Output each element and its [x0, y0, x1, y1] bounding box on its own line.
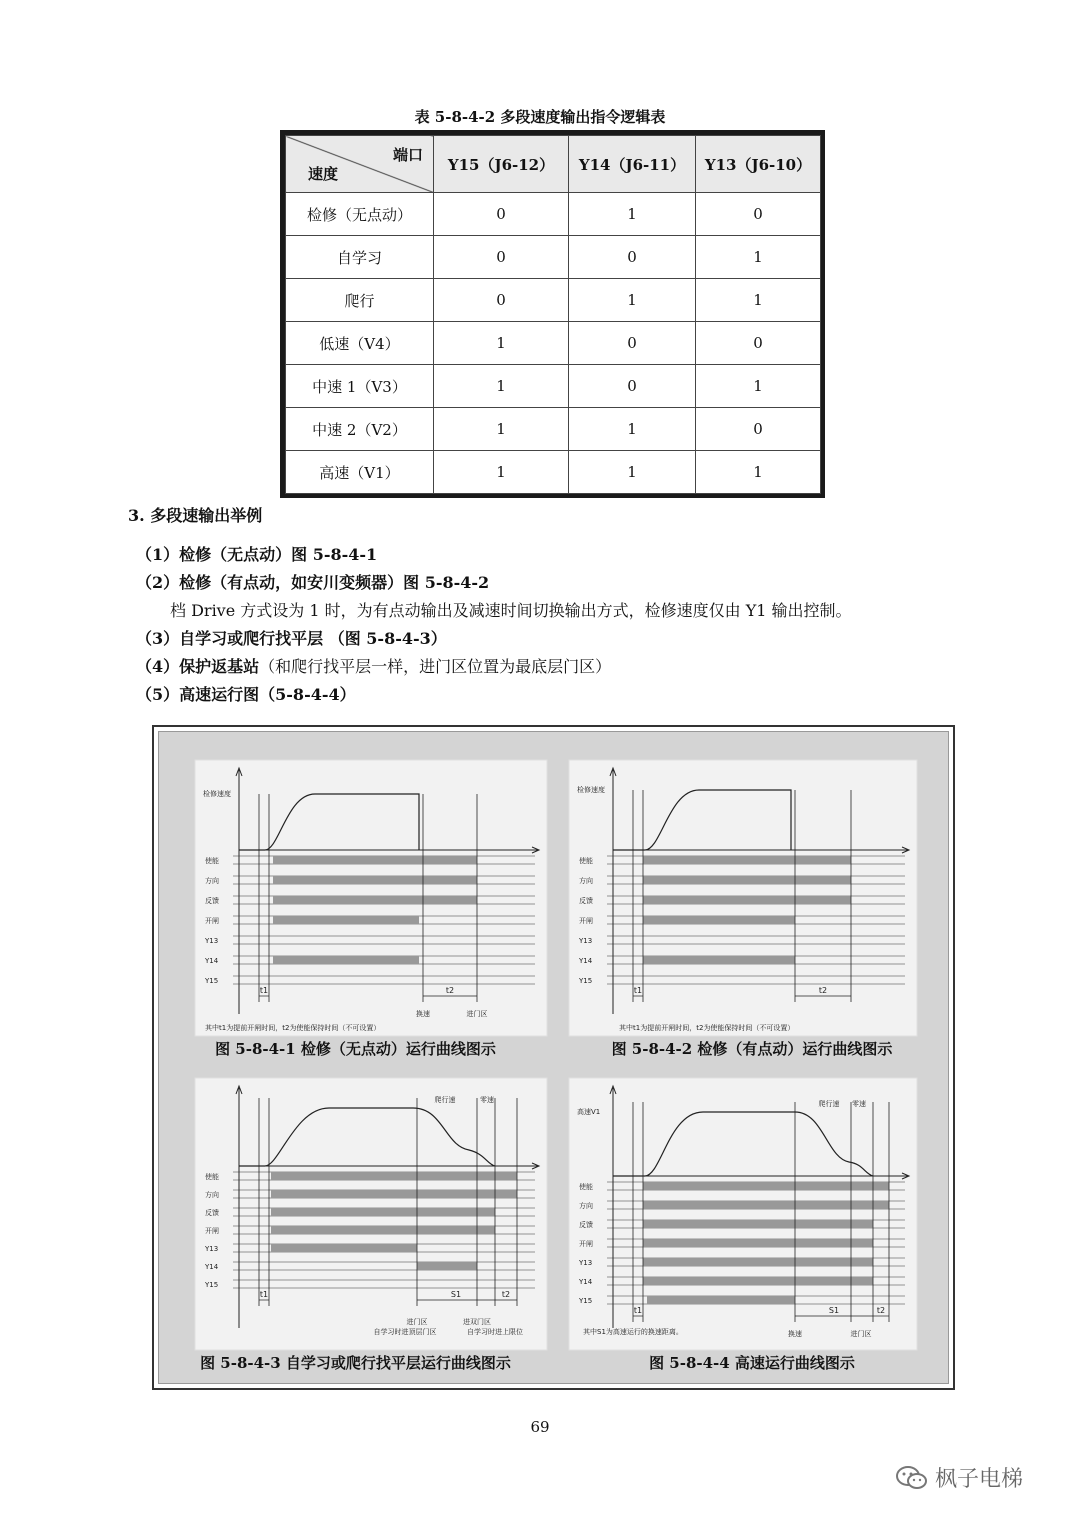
list-item [136, 685, 356, 705]
interval-label: t1 [633, 986, 643, 995]
page-number: 69 [530, 1418, 550, 1436]
table-cell: 0 [434, 279, 569, 322]
interval-label: t2 [876, 1306, 886, 1315]
signal-active-bar [273, 896, 477, 904]
signal-label: 使能 [205, 857, 219, 865]
signal-label: 反馈 [579, 1221, 593, 1229]
signal-active-bar [273, 856, 477, 864]
interval-label: t1 [633, 1306, 643, 1315]
table-row [286, 236, 821, 279]
item-prefix: （2） [136, 573, 180, 592]
interval-label: t2 [818, 986, 828, 995]
marker-label: 零速 [480, 1096, 494, 1104]
signal-active-bar [271, 1172, 517, 1180]
signal-active-bar [643, 1220, 873, 1228]
signal-label: 反馈 [205, 1209, 219, 1217]
marker-label: 进门区 [850, 1330, 872, 1338]
figure-caption-4: 图 5-8-4-4 高速运行曲线图示 [649, 1354, 855, 1372]
marker-label: 自学习时进顶层门区 [373, 1328, 437, 1336]
signal-active-bar [417, 1262, 477, 1270]
signal-label: 开闸 [579, 917, 593, 925]
list-item [136, 545, 377, 565]
interval-label: t2 [501, 1290, 511, 1299]
signal-active-bar [273, 876, 477, 884]
table-cell: 1 [434, 408, 569, 451]
corner-speed-label: 速度 [308, 165, 339, 183]
signal-label: Y13 [205, 937, 219, 945]
signal-active-bar [271, 1226, 495, 1234]
item-rest: （和爬行找平层一样，进门区位置为最底层门区） [259, 657, 612, 676]
figure-caption-2: 图 5-8-4-2 检修（有点动）运行曲线图示 [611, 1040, 893, 1058]
interval-label: t1 [259, 986, 269, 995]
signal-active-bar [643, 916, 795, 924]
table-cell: 1 [696, 451, 821, 494]
signal-label: Y13 [205, 1245, 219, 1253]
row-label: 低速（V4） [286, 322, 434, 365]
item-title: 自学习或爬行找平层 [179, 629, 324, 648]
figure-5-8-4-3 [195, 1078, 547, 1350]
interval-label: S1 [828, 1306, 840, 1315]
signal-label: Y15 [579, 977, 593, 985]
marker-label: 其中t1为提前开闸时间，t2为使能保持时间（不可设置） [205, 1024, 381, 1032]
signal-label: Y14 [205, 1263, 219, 1271]
table-corner-header [286, 136, 434, 193]
table-row [286, 451, 821, 494]
table-cell: 1 [569, 451, 696, 494]
row-label: 中速 1（V3） [286, 365, 434, 408]
signal-active-bar [271, 1244, 417, 1252]
signal-active-bar [643, 956, 795, 964]
signal-label: 方向 [205, 1191, 219, 1199]
item-title: 高速运行图 [179, 685, 260, 704]
item-ref: （5-8-4-4） [259, 685, 356, 704]
signal-label: Y15 [205, 977, 219, 985]
signal-active-bar [643, 1277, 873, 1285]
column-header: Y13（J6-10） [696, 136, 821, 193]
signal-active-bar [273, 916, 419, 924]
speed-level-label: 高速V1 [577, 1108, 601, 1116]
watermark [895, 1462, 1023, 1493]
marker-label: 其中S1为高速运行的换速距离。 [583, 1328, 683, 1336]
signal-label: 使能 [205, 1173, 219, 1181]
marker-label: 进双门区 [463, 1318, 491, 1326]
marker-label: 爬行速 [434, 1096, 456, 1104]
table-cell: 0 [696, 193, 821, 236]
table-cell: 1 [434, 365, 569, 408]
timing-diagrams [159, 732, 952, 1387]
table-cell: 1 [696, 279, 821, 322]
figure-background [158, 731, 949, 1384]
table-row [286, 365, 821, 408]
signal-active-bar [643, 1201, 889, 1209]
signal-label: Y14 [579, 1278, 593, 1286]
table-cell: 1 [434, 451, 569, 494]
signal-label: 反馈 [205, 897, 219, 905]
signal-active-bar [271, 1190, 517, 1198]
list-item [136, 657, 611, 677]
marker-label: 爬行速 [818, 1100, 840, 1108]
speed-level-label: 检修速度 [203, 790, 231, 798]
figure-5-8-4-4 [569, 1078, 917, 1350]
signal-active-bar [643, 1258, 873, 1266]
interval-label: t1 [259, 1290, 269, 1299]
signal-active-bar [647, 1296, 795, 1304]
figure-caption-1: 图 5-8-4-1 检修（无点动）运行曲线图示 [215, 1040, 496, 1058]
marker-label: 自学习时进上限位 [467, 1328, 523, 1336]
speed-level-label: 检修速度 [577, 786, 605, 794]
figure-frame [152, 725, 955, 1390]
table-cell: 1 [569, 279, 696, 322]
row-label: 自学习 [286, 236, 434, 279]
table-cell: 0 [569, 322, 696, 365]
signal-active-bar [643, 1182, 889, 1190]
item-prefix: （1） [136, 545, 180, 564]
item-ref: （图 5-8-4-3） [323, 629, 447, 648]
row-label: 爬行 [286, 279, 434, 322]
figure-caption-3: 图 5-8-4-3 自学习或爬行找平层运行曲线图示 [200, 1354, 511, 1372]
list-item-body: 档 Drive 方式设为 1 时，为有点动输出及减速时间切换输出方式，检修速度仅由 Y1 输出控制。 [170, 601, 852, 620]
table-row [286, 408, 821, 451]
table-frame [280, 130, 825, 498]
table-cell: 1 [569, 408, 696, 451]
signal-active-bar [643, 856, 851, 864]
section-heading: 3. 多段速输出举例 [128, 506, 263, 525]
list-item [136, 629, 447, 649]
table-row [286, 193, 821, 236]
item-prefix: （3） [136, 629, 180, 648]
signal-label: Y14 [579, 957, 593, 965]
item-prefix: （5） [136, 685, 180, 704]
list-item [136, 573, 489, 593]
signal-label: Y15 [205, 1281, 219, 1289]
signal-label: 开闸 [205, 917, 219, 925]
figure-5-8-4-2 [569, 760, 917, 1036]
signal-label: 开闸 [205, 1227, 219, 1235]
signal-label: Y13 [579, 1259, 593, 1267]
item-title: 检修（无点动） [179, 545, 292, 564]
corner-port-label: 端口 [392, 146, 423, 164]
table-title: 表 5-8-4-2 多段速度输出指令逻辑表 [414, 108, 666, 126]
marker-label: 换速 [788, 1330, 802, 1338]
signal-active-bar [643, 1239, 873, 1247]
table-cell: 0 [696, 322, 821, 365]
interval-label: S1 [450, 1290, 462, 1299]
table-cell: 0 [569, 236, 696, 279]
marker-label: 进门区 [466, 1010, 488, 1018]
table-cell: 1 [434, 322, 569, 365]
table-cell: 0 [434, 193, 569, 236]
row-label: 中速 2（V2） [286, 408, 434, 451]
signal-label: Y14 [205, 957, 219, 965]
signal-label: Y15 [579, 1297, 593, 1305]
speed-logic-table [285, 135, 821, 494]
signal-active-bar [271, 1208, 495, 1216]
signal-label: 方向 [579, 1202, 593, 1210]
table-row [286, 322, 821, 365]
table-cell: 1 [696, 236, 821, 279]
wechat-icon [895, 1465, 929, 1491]
signal-label: Y13 [579, 937, 593, 945]
signal-label: 方向 [205, 877, 219, 885]
marker-label: 零速 [852, 1100, 866, 1108]
signal-label: 使能 [579, 857, 593, 865]
marker-label: 进门区 [406, 1318, 428, 1326]
panel-background [569, 1078, 917, 1350]
signal-label: 使能 [579, 1183, 593, 1191]
signal-label: 反馈 [579, 897, 593, 905]
column-header: Y15（J6-12） [434, 136, 569, 193]
watermark-text: 枫子电梯 [935, 1467, 1024, 1492]
table-row [286, 279, 821, 322]
signal-label: 开闸 [579, 1240, 593, 1248]
table-cell: 1 [696, 365, 821, 408]
figure-5-8-4-1 [195, 760, 547, 1036]
table-cell: 1 [569, 193, 696, 236]
table-cell: 0 [696, 408, 821, 451]
table-cell: 0 [434, 236, 569, 279]
item-title: 保护返基站 [179, 657, 260, 676]
interval-label: t2 [445, 986, 455, 995]
signal-active-bar [643, 896, 851, 904]
item-ref: 图 5-8-4-1 [291, 545, 378, 564]
signal-active-bar [273, 956, 419, 964]
item-prefix: （4） [136, 657, 180, 676]
column-header: Y14（J6-11） [569, 136, 696, 193]
table-cell: 0 [569, 365, 696, 408]
item-title: 检修（有点动，如安川变频器） [179, 573, 404, 592]
marker-label: 换速 [416, 1010, 430, 1018]
marker-label: 其中t1为提前开闸时间，t2为使能保持时间（不可设置） [619, 1024, 795, 1032]
item-ref: 图 5-8-4-2 [403, 573, 490, 592]
row-label: 高速（V1） [286, 451, 434, 494]
signal-label: 方向 [579, 877, 593, 885]
signal-active-bar [643, 876, 851, 884]
row-label: 检修（无点动） [286, 193, 434, 236]
